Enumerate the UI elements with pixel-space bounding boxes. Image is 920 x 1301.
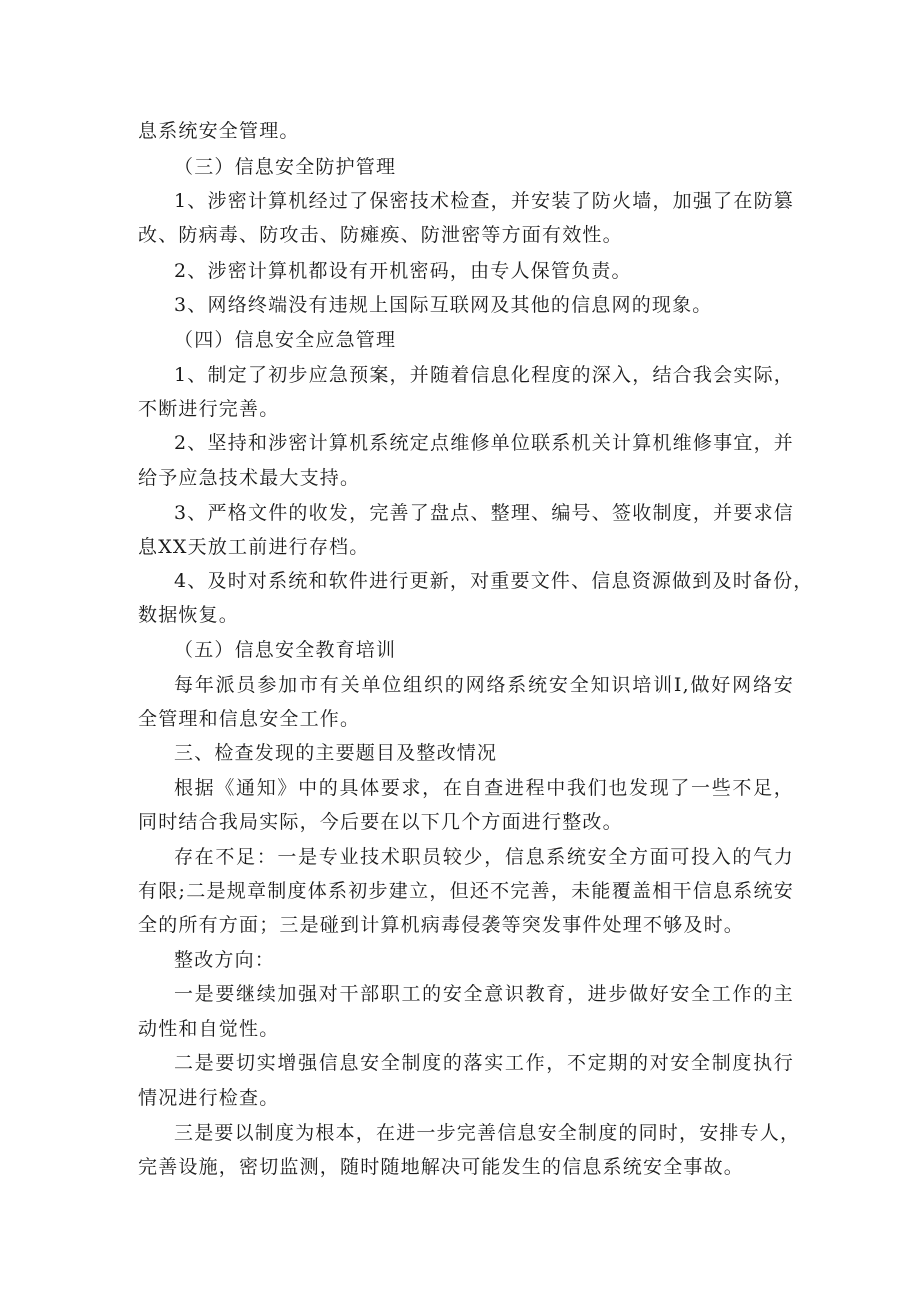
text-line: 数据恢复。 — [138, 604, 240, 626]
text-line: 息XX天放工前进行存档。 — [138, 536, 370, 558]
text-line: 一是要继续加强对干部职工的安全意识教育，进步做好安全工作的主 — [174, 983, 794, 1005]
text-line: 2、涉密计算机都设有开机密码，由专人保管负责。 — [174, 260, 632, 282]
text-line: 二是要切实增强信息安全制度的落实工作，不定期的对安全制度执行 — [174, 1052, 794, 1074]
section-heading-3: （三）信息安全防护管理 — [174, 156, 397, 178]
text-line: 4、及时对系统和软件进行更新，对重要文件、信息资源做到及时备份， — [174, 570, 814, 592]
text-line: 1、制定了初步应急预案，并随着信息化程度的深入，结合我会实际， — [174, 364, 794, 386]
section-heading-5: （五）信息安全教育培训 — [174, 639, 397, 661]
text-line: 完善设施，密切监测，随时随地解决可能发生的信息系统安全事故。 — [138, 1156, 745, 1178]
text-line: 息系统安全管理。 — [138, 120, 300, 142]
text-line: 每年派员参加市有关单位组织的网络系统安全知识培训I,做好网络安 — [174, 674, 794, 696]
text-line: 有限;二是规章制度体系初步建立，但还不完善，未能覆盖相干信息系统安 — [138, 880, 794, 902]
text-line: 同时结合我局实际，今后要在以下几个方面进行整改。 — [138, 811, 623, 833]
text-line: 动性和自觉性。 — [138, 1018, 280, 1040]
text-line: 3、网络终端没有违规上国际互联网及其他的信息网的现象。 — [174, 294, 713, 316]
text-line: 全的所有方面；三是碰到计算机病毒侵袭等突发事件处理不够及时。 — [138, 914, 745, 936]
text-line: 根据《通知》中的具体要求，在自查进程中我们也发现了一些不足， — [174, 777, 794, 799]
text-line: 给予应急技术最大支持。 — [138, 467, 361, 489]
section-heading-main: 三、检查发现的主要题目及整改情况 — [174, 742, 498, 764]
text-line: 3、严格文件的收发，完善了盘点、整理、编号、签收制度，并要求信 — [174, 502, 794, 524]
text-line: 改、防病毒、防攻击、防瘫痪、防泄密等方面有效性。 — [138, 224, 623, 246]
text-line: 存在不足：一是专业技术职员较少，信息系统安全方面可投入的气力 — [174, 846, 794, 868]
text-line: 1、涉密计算机经过了保密技术检查，并安装了防火墙，加强了在防篡 — [174, 190, 794, 212]
text-line: 不断进行完善。 — [138, 398, 280, 420]
text-line: 三是要以制度为根本，在进一步完善信息安全制度的同时，安排专人， — [174, 1122, 801, 1144]
text-line: 全管理和信息安全工作。 — [138, 708, 361, 730]
text-line: 情况进行检查。 — [138, 1087, 280, 1109]
section-heading-4: （四）信息安全应急管理 — [174, 329, 397, 351]
text-line: 整改方向： — [174, 949, 276, 971]
text-line: 2、坚持和涉密计算机系统定点维修单位联系机关计算机维修事宜，并 — [174, 432, 794, 454]
